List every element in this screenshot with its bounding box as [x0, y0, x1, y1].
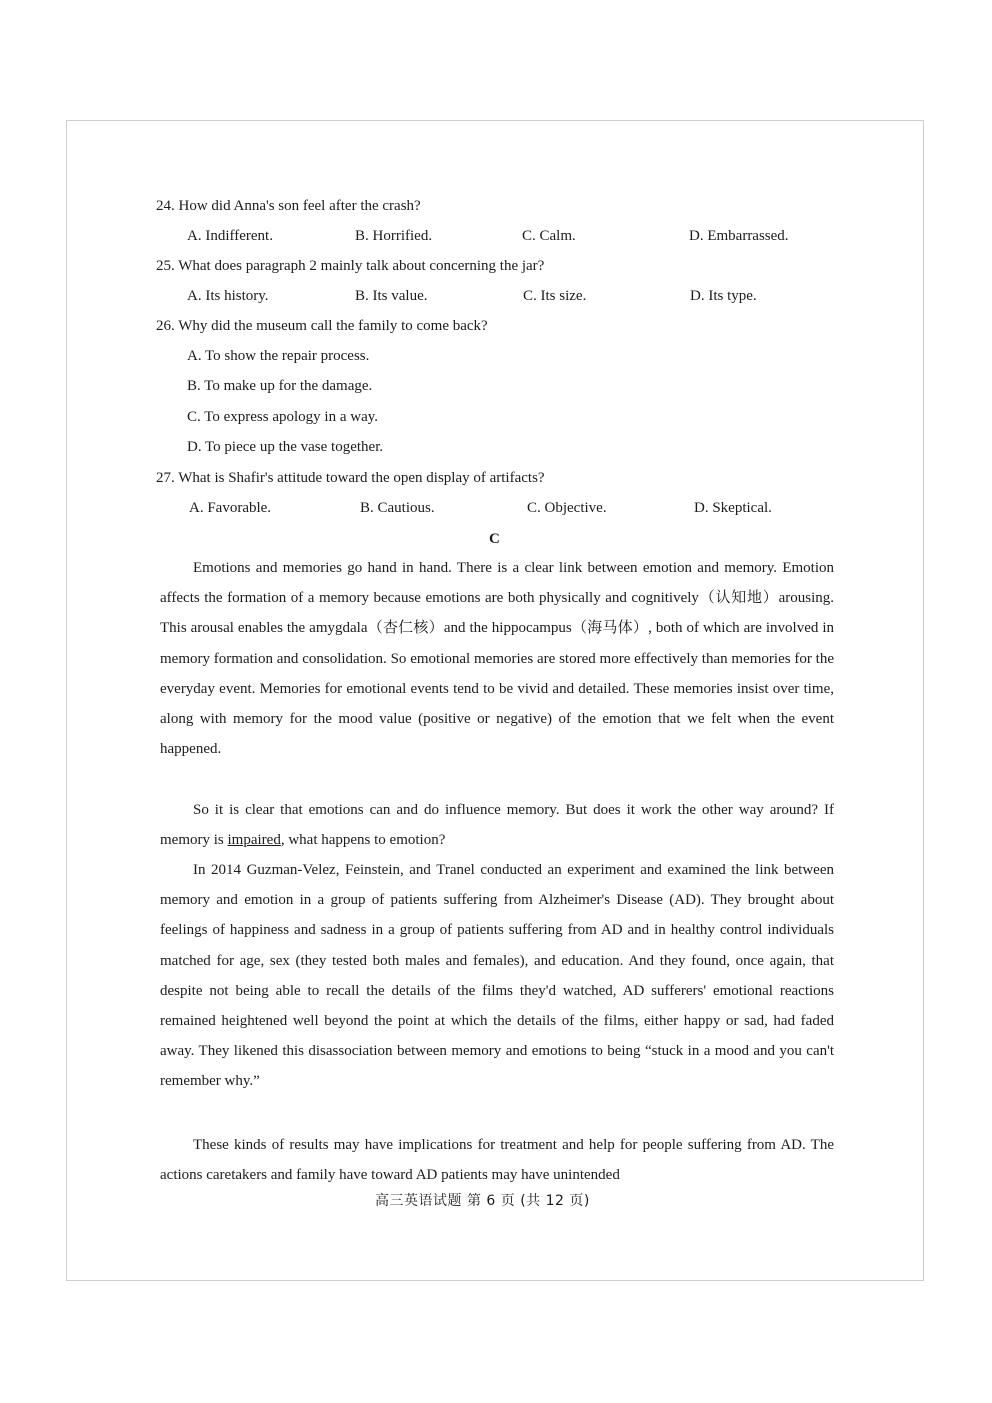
option-a: A. Indifferent. [187, 228, 273, 244]
option-d: D. Its type. [690, 288, 757, 304]
passage-paragraph-1 [160, 553, 834, 764]
paragraph-text: So it is clear that emotions can and do influence memory. But does it work the other way around? If memory is [160, 802, 834, 849]
option-a: A. Its history. [187, 288, 269, 304]
question-24: 24. How did Anna's son feel after the crash? [156, 198, 421, 214]
option-d: D. Skeptical. [694, 500, 772, 516]
paragraph-text: In 2014 Guzman-Velez, Feinstein, and Tranel conducted an experiment and examined the link between memory and emotion in a group of patients suffering from Alzheimer's Disease (AD). They brought about feelings of happiness and sadness in a group of patients suffering from AD and in healthy control individuals matched for age, sex (they tested both males and females), and education. And they found, once again, that despite not being able to recall the details of the films they'd watched, AD sufferers' emotional reactions remained heightened well beyond the point at which the details of the films, either happy or sad, had faded away. They likened this disassociation between memory and emotions to being “stuck in a mood and you can't remember why.” [160, 862, 834, 1090]
question-27-options [189, 499, 829, 517]
option-a: A. Favorable. [189, 500, 272, 516]
paragraph-text: , what happens to emotion? [280, 832, 446, 849]
option-c: C. To express apology in a way. [187, 409, 379, 425]
option-b: B. Its value. [355, 288, 428, 304]
page-footer: 高三英语试题 第 6 页 (共 12 页) [375, 1193, 590, 1209]
option-c: C. Calm. [522, 228, 576, 244]
option-b: B. Cautious. [360, 500, 435, 516]
question-25-options [187, 287, 827, 305]
option-d: D. Embarrassed. [689, 228, 789, 244]
passage-paragraph-4 [160, 1130, 834, 1190]
question-24-options [187, 227, 827, 245]
paragraph-text: Emotions and memories go hand in hand. There is a clear link between emotion and memory. Emotion affects the formation of a memory because emotions are both physically and cognitively（认知地）arousing. This arousal enables the amygdala（杏仁核）and the hippocampus（海马体）, both of which are involved in memory formation and consolidation. So emotional memories are stored more effectively than memories for the everyday event. Memories for emotional events tend to be vivid and detailed. These memories insist over time, along with memory for the mood value (positive or negative) of the emotion that we felt when the event happened. [160, 560, 834, 758]
underlined-word: impaired [227, 832, 281, 849]
section-title: C [489, 531, 500, 547]
passage-paragraph-3 [160, 855, 834, 1097]
option-b: B. To make up for the damage. [187, 378, 373, 394]
option-a: A. To show the repair process. [187, 348, 370, 364]
paragraph-text: These kinds of results may have implications for treatment and help for people suffering from AD. The actions caretakers and family have toward AD patients may have unintended [160, 1137, 834, 1184]
question-27: 27. What is Shafir's attitude toward the open display of artifacts? [156, 470, 545, 486]
option-c: C. Its size. [523, 288, 587, 304]
question-26: 26. Why did the museum call the family to come back? [156, 318, 488, 334]
question-25: 25. What does paragraph 2 mainly talk about concerning the jar? [156, 258, 545, 274]
passage-paragraph-2 [160, 795, 834, 855]
option-b: B. Horrified. [355, 228, 433, 244]
option-d: D. To piece up the vase together. [187, 439, 384, 455]
option-c: C. Objective. [527, 500, 607, 516]
